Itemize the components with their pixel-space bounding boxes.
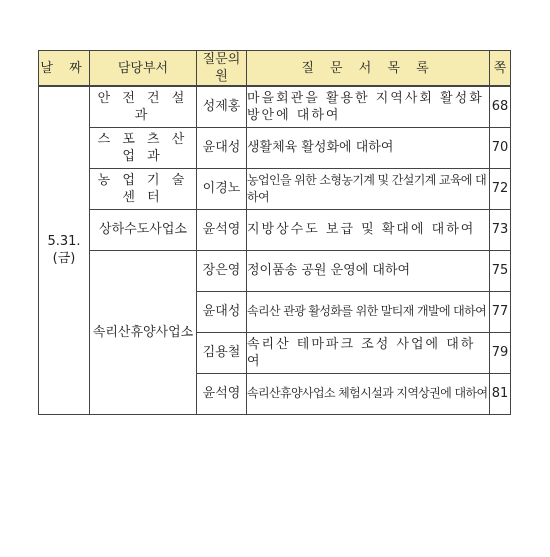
page-number-cell: 68 [490, 86, 511, 127]
department-cell: 상하수도사업소 [90, 209, 197, 250]
date-cell: 5.31.(금) [39, 86, 90, 414]
question-title-cell: 정이품송 공원 운영에 대하여 [247, 250, 490, 291]
page-number-cell: 79 [490, 332, 511, 373]
question-title-cell: 마을회관을 활용한 지역사회 활성화 방안에 대하여 [247, 86, 490, 127]
table-row [39, 250, 511, 291]
member-cell: 윤석영 [197, 209, 247, 250]
page-number-cell: 75 [490, 250, 511, 291]
table-header-row [39, 51, 511, 87]
member-cell: 윤대성 [197, 291, 247, 332]
table-row [39, 127, 511, 168]
department-cell: 농 업 기 술 센 터 [90, 168, 197, 209]
member-cell: 김용철 [197, 332, 247, 373]
question-title-cell: 생활체육 활성화에 대하여 [247, 127, 490, 168]
header-date: 날 짜 [39, 51, 90, 87]
member-cell: 성제홍 [197, 86, 247, 127]
page-number-cell: 81 [490, 373, 511, 414]
table-row [39, 86, 511, 127]
table-row [39, 209, 511, 250]
question-title-cell: 속리산 관광 활성화를 위한 말티재 개발에 대하여 [247, 291, 490, 332]
table-row [39, 168, 511, 209]
question-title-cell: 지방상수도 보급 및 확대에 대하여 [247, 209, 490, 250]
department-cell: 안 전 건 설 과 [90, 86, 197, 127]
page-number-cell: 70 [490, 127, 511, 168]
question-title-cell: 속리산 테마파크 조성 사업에 대하여 [247, 332, 490, 373]
header-question-list: 질 문 서 목 록 [247, 51, 490, 87]
department-cell: 스 포 츠 산 업 과 [90, 127, 197, 168]
header-department: 담당부서 [90, 51, 197, 87]
agenda-table-container [38, 50, 511, 415]
department-cell: 속리산휴양사업소 [90, 250, 197, 414]
member-cell: 윤대성 [197, 127, 247, 168]
header-member: 질문의원 [197, 51, 247, 87]
page-number-cell: 73 [490, 209, 511, 250]
member-cell: 장은영 [197, 250, 247, 291]
page-number-cell: 72 [490, 168, 511, 209]
member-cell: 윤석영 [197, 373, 247, 414]
member-cell: 이경노 [197, 168, 247, 209]
agenda-table [38, 50, 511, 415]
question-title-cell: 농업인을 위한 소형농기계 및 간설기계 교육에 대하여 [247, 168, 490, 209]
question-title-cell: 속리산휴양사업소 체험시설과 지역상권에 대하여 [247, 373, 490, 414]
header-page: 쪽 [490, 51, 511, 87]
page-number-cell: 77 [490, 291, 511, 332]
